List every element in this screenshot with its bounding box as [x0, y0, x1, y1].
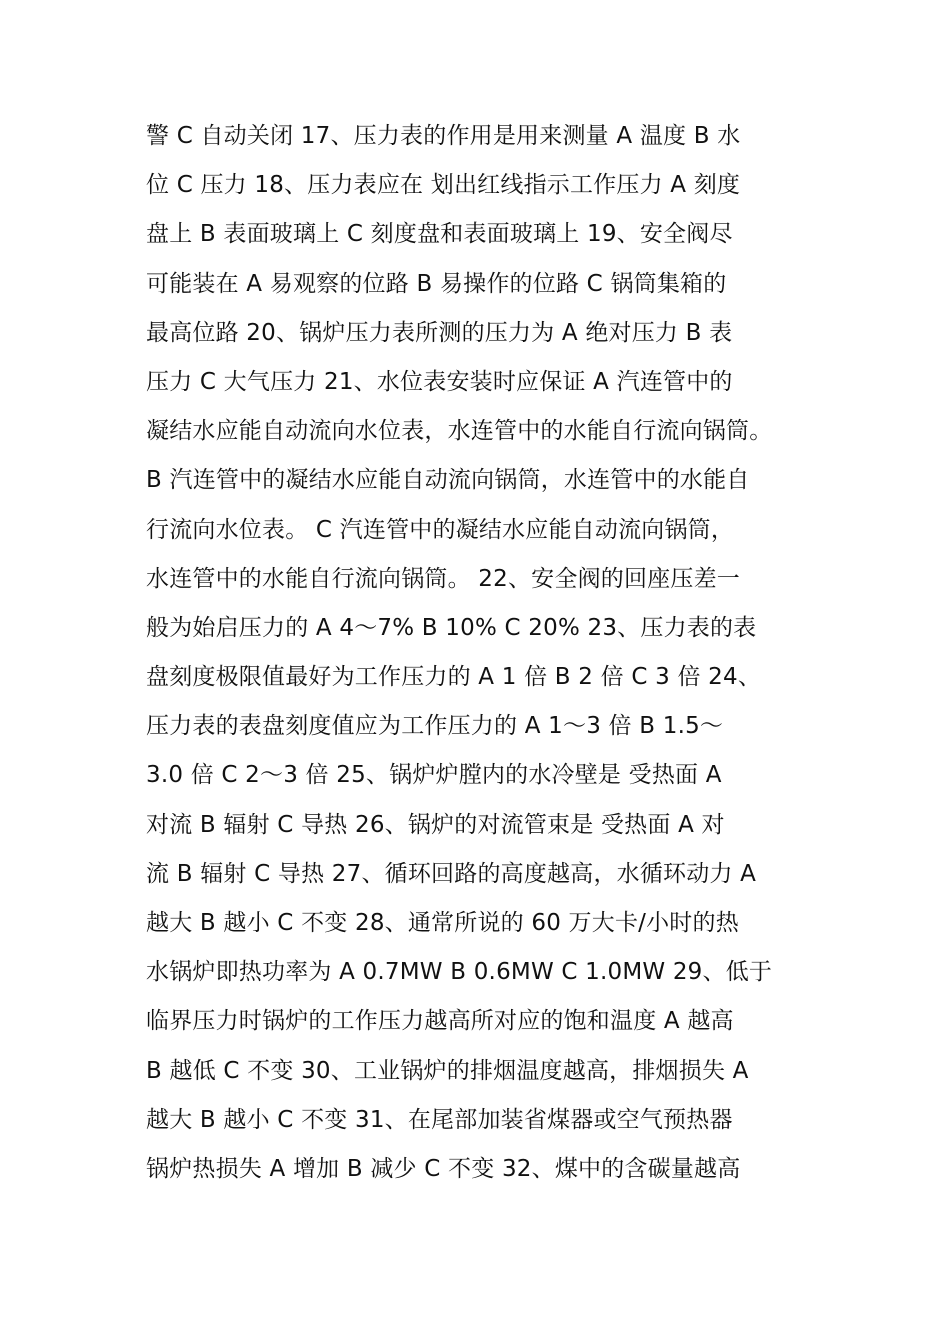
text-line: 最高位路 20、锅炉压力表所测的压力为 A 绝对压力 B 表: [146, 319, 733, 346]
text-line: 锅炉热损失 A 增加 B 减少 C 不变 32、煤中的含碳量越高: [146, 1155, 741, 1182]
text-line: 流 B 辐射 C 导热 27、循环回路的高度越高，水循环动力 A: [146, 860, 757, 887]
text-line: 警 C 自动关闭 17、压力表的作用是用来测量 A 温度 B 水: [146, 123, 741, 149]
text-line: 越大 B 越小 C 不变 28、通常所说的 60 万大卡/小时的热: [146, 910, 739, 936]
text-line: B 越低 C 不变 30、工业锅炉的排烟温度越高，排烟损失 A: [146, 1057, 749, 1084]
text-line: 凝结水应能自动流向水位表，水连管中的水能自行流向锅筒。: [146, 418, 773, 445]
text-line: B 汽连管中的凝结水应能自动流向锅筒，水连管中的水能自: [146, 467, 750, 494]
text-line: 可能装在 A 易观察的位路 B 易操作的位路 C 锅筒集箱的: [146, 270, 727, 297]
text-line: 般为始启压力的 A 4～7% B 10% C 20% 23、压力表的表: [146, 614, 757, 641]
text-line: 压力表的表盘刻度值应为工作压力的 A 1～3 倍 B 1.5～: [146, 713, 724, 740]
text-line: 盘上 B 表面玻璃上 C 刻度盘和表面玻璃上 19、安全阀尽: [146, 221, 733, 248]
text-line: 对流 B 辐射 C 导热 26、锅炉的对流管束是 受热面 A 对: [146, 811, 725, 838]
text-line: 水锅炉即热功率为 A 0.7MW B 0.6MW C 1.0MW 29、低于: [146, 959, 773, 986]
text-line: 3.0 倍 C 2～3 倍 25、锅炉炉膛内的水冷壁是 受热面 A: [146, 762, 722, 789]
text-line: 行流向水位表。 C 汽连管中的凝结水应能自动流向锅筒，: [146, 516, 735, 543]
body-text: [146, 112, 846, 1194]
text-line: 临界压力时锅炉的工作压力越高所对应的饱和温度 A 越高: [146, 1008, 734, 1035]
text-line: 位 C 压力 18、压力表应在 划出红线指示工作压力 A 刻度: [146, 172, 741, 199]
text-line: 水连管中的水能自行流向锅筒。 22、安全阀的回座压差一: [146, 565, 740, 592]
text-line: 压力 C 大气压力 21、水位表安装时应保证 A 汽连管中的: [146, 368, 733, 395]
text-line: 越大 B 越小 C 不变 31、在尾部加装省煤器或空气预热器: [146, 1106, 733, 1133]
text-line: 盘刻度极限值最好为工作压力的 A 1 倍 B 2 倍 C 3 倍 24、: [146, 664, 762, 691]
